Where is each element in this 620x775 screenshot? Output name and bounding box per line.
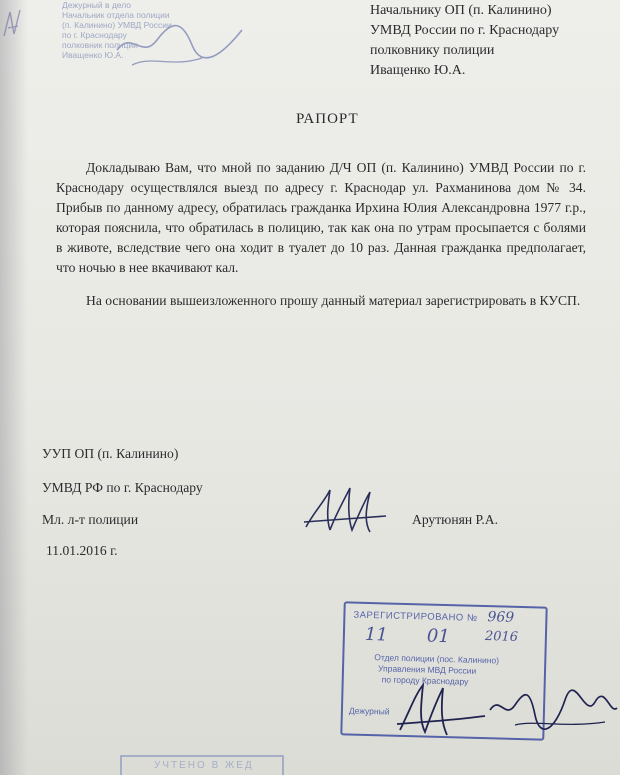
resolution-line: Начальник отдела полиции — [62, 10, 170, 20]
addressee-line: Начальнику ОП (п. Калинино) — [370, 3, 552, 18]
registration-number: 969 — [487, 609, 515, 626]
registration-signature — [395, 680, 620, 750]
addressee-line: УМВД России по г. Краснодару — [370, 23, 560, 38]
document-title: РАПОРТ — [296, 111, 359, 127]
resolution-line: Иващенко Ю.А. — [62, 50, 124, 60]
margin-handwriting-mark — [0, 6, 30, 46]
accounting-stamp-text: УЧТЕНО В ЖЕД — [154, 760, 254, 771]
stamp-org-line: Отдел полиции (пос. Калинино) — [374, 652, 500, 666]
resolution-line: (п. Калинино) УМВД России — [62, 20, 172, 30]
signer-name: Арутюнян Р.А. — [412, 512, 499, 527]
addressee-line: полковнику полиции — [370, 43, 495, 58]
accounting-stamp — [120, 755, 284, 775]
page-edge-shadow — [0, 0, 28, 775]
officer-signature — [300, 482, 390, 542]
signer-unit: УУП ОП (п. Калинино) — [42, 446, 179, 461]
report-date: 11.01.2016 г. — [46, 543, 118, 558]
report-paragraph: На основании вышеизложенного прошу данный материал зарегистрировать в КУСП. — [86, 293, 581, 308]
registration-month: 01 — [426, 625, 451, 648]
signer-department: УМВД РФ по г. Краснодару — [42, 480, 203, 495]
resolution-line: полковник полиции — [62, 40, 138, 50]
registration-day: 11 — [364, 623, 389, 646]
stamp-org-line: Управления МВД России — [377, 663, 477, 676]
addressee-line: Иващенко Ю.А. — [370, 63, 466, 78]
report-paragraph: Докладываю Вам, что мной по заданию Д/Ч ОП (п. Калинино) УМВД России по г. Краснодару осуществлялся выезд по адресу г. Краснодар ул. Рахманинова дом № 34. Прибыв по данному адресу, обратилась гражданка Ирхина Юлия Александровна 1977 г.р., которая пояснила, что обратилась в полицию, так как она по утрам просыпается с болями в животе, вследствие чего она ходит в туалет до 10 раз. Данная гражданка предполагает, что ночью в нее вкачивают кал. — [56, 160, 586, 275]
addressee-block — [370, 1, 559, 81]
resolution-line: Дежурный в дело — [62, 0, 132, 10]
registration-header: ЗАРЕГИСТРИРОВАНО № — [353, 609, 478, 624]
stamp-officer-label: Дежурный — [348, 705, 390, 717]
resolution-signature — [112, 10, 252, 70]
stamp-org-line: по городу Краснодару — [381, 674, 469, 687]
report-body — [56, 158, 586, 311]
resolution-line: по г. Краснодару — [62, 30, 127, 40]
signer-rank: Мл. л-т полиции — [42, 512, 139, 527]
resolution-stamp — [62, 0, 262, 70]
registration-year: 2016 — [484, 629, 519, 645]
